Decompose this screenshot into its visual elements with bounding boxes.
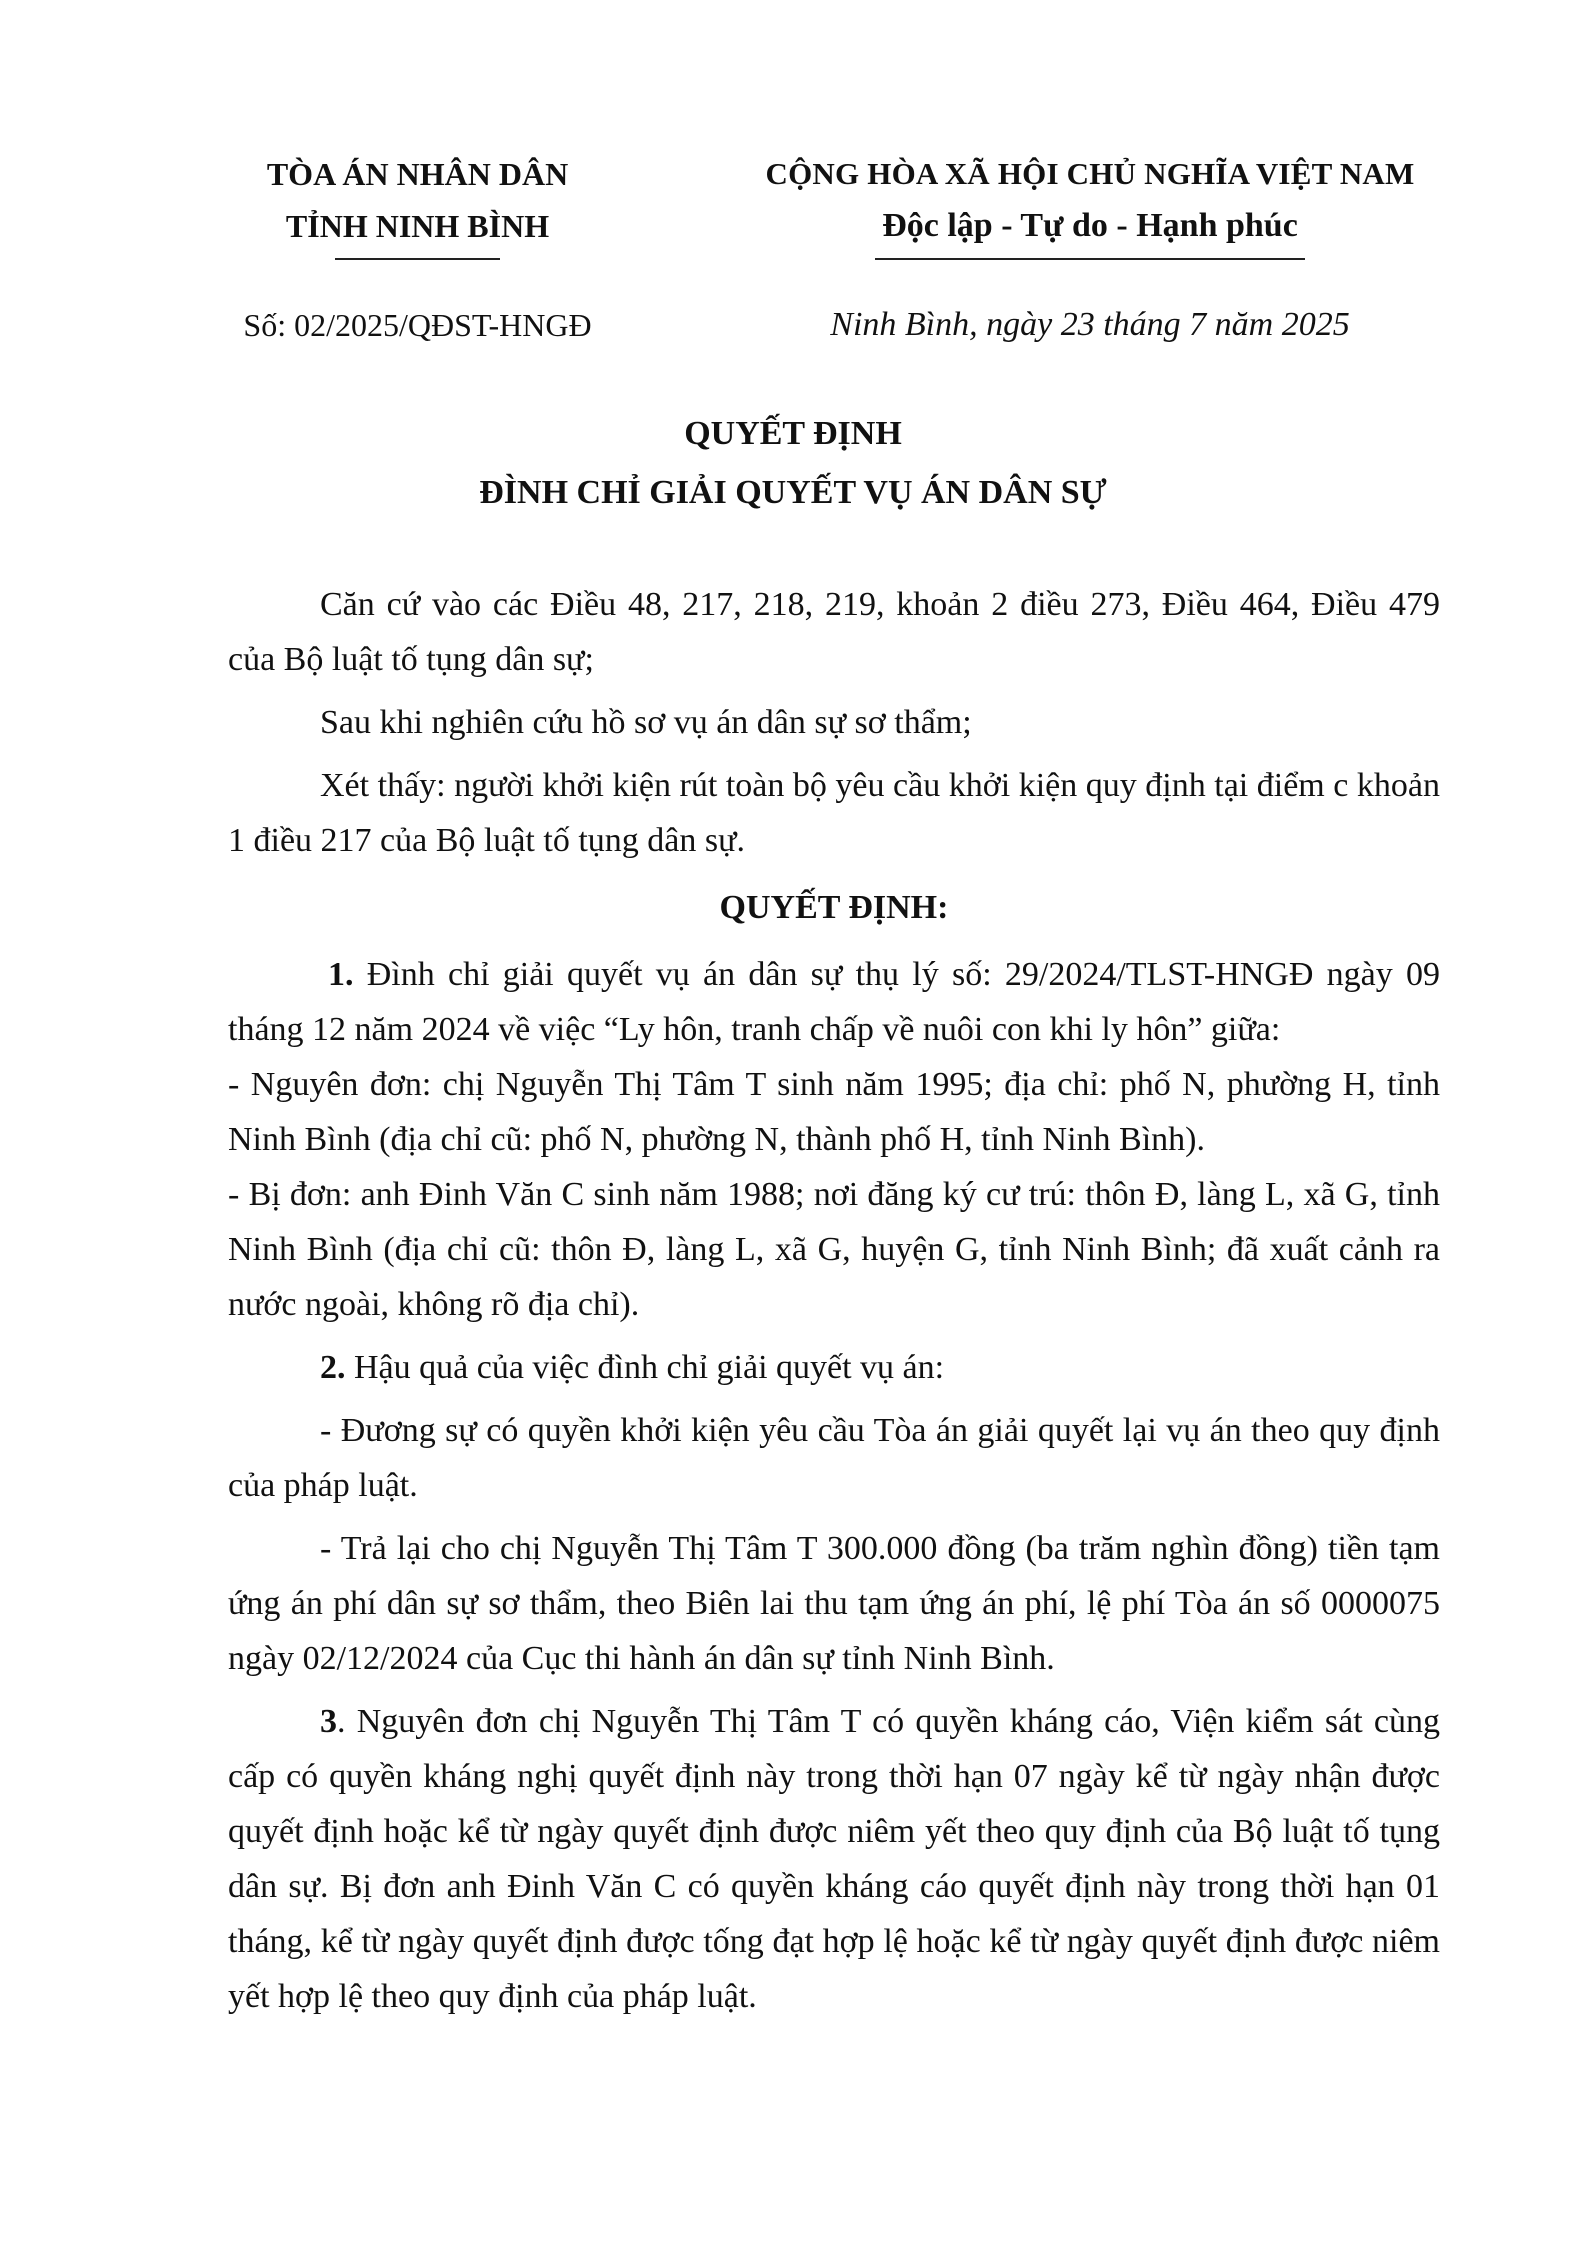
- decision-number: Số: 02/2025/QĐST-HNGĐ: [243, 307, 592, 343]
- item-2-number: 2.: [320, 1349, 346, 1386]
- plaintiff-paragraph: - Nguyên đơn: chị Nguyễn Thị Tâm T sinh năm 1995; địa chỉ: phố N, phường H, tỉnh Ninh Bình (địa chỉ cũ: phố N, phường N, thành phố H, tỉnh Ninh Bình).: [228, 1066, 1440, 1158]
- item-3-text: . Nguyên đơn chị Nguyễn Thị Tâm T có quyền kháng cáo, Viện kiểm sát cùng cấp có quyền kháng nghị quyết định này trong thời hạn 07 ngày kể từ ngày nhận được quyết định hoặc kể từ ngày quyết định được niêm yết theo quy định của Bộ luật tố tụng dân sự. Bị đơn anh Đinh Văn C có quyền kháng cáo quyết định này trong thời hạn 01 tháng, kể từ ngày quyết định được tống đạt hợp lệ hoặc kể từ ngày quyết định được niêm yết hợp lệ theo quy định của pháp luật.: [228, 1703, 1440, 2015]
- national-motto: Độc lập - Tự do - Hạnh phúc: [882, 207, 1298, 244]
- document-body: [228, 577, 1440, 2024]
- basis-paragraph-1: Căn cứ vào các Điều 48, 217, 218, 219, khoản 2 điều 273, Điều 464, Điều 479 của Bộ luật tố tụng dân sự;: [228, 586, 1440, 678]
- item-1-paragraph: [228, 947, 1440, 1057]
- country-name: CỘNG HÒA XÃ HỘI CHỦ NGHĨA VIỆT NAM: [765, 156, 1415, 191]
- item-3-paragraph: [228, 1694, 1440, 2024]
- dateline: Ninh Bình, ngày 23 tháng 7 năm 2025: [830, 306, 1350, 343]
- basis-paragraph-3: Xét thấy: người khởi kiện rút toàn bộ yêu cầu khởi kiện quy định tại điểm c khoản 1 điều 217 của Bộ luật tố tụng dân sự.: [228, 767, 1440, 859]
- document-title: QUYẾT ĐỊNH: [684, 415, 902, 452]
- motto-underline: [875, 258, 1305, 260]
- defendant-paragraph: - Bị đơn: anh Đinh Văn C sinh năm 1988; nơi đăng ký cư trú: thôn Đ, làng L, xã G, tỉnh Ninh Bình (địa chỉ cũ: thôn Đ, làng L, xã G, huyện G, tỉnh Ninh Bình; đã xuất cảnh ra nước ngoài, không rõ địa chỉ).: [228, 1176, 1440, 1323]
- decision-heading: QUYẾT ĐỊNH:: [719, 889, 949, 926]
- court-name-line2: TỈNH NINH BÌNH: [285, 208, 550, 244]
- court-header: [190, 148, 645, 345]
- item-2-text: Hậu quả của việc đình chỉ giải quyết vụ án:: [345, 1349, 945, 1386]
- item-2-paragraph: [228, 1340, 1440, 1395]
- court-underline: [335, 258, 500, 260]
- consequence-point-1: - Đương sự có quyền khởi kiện yêu cầu Tòa án giải quyết lại vụ án theo quy định của pháp luật.: [228, 1412, 1440, 1504]
- national-header: [725, 148, 1455, 345]
- basis-paragraph-2: Sau khi nghiên cứu hồ sơ vụ án dân sự sơ thẩm;: [320, 704, 972, 741]
- item-1-text: Đình chỉ giải quyết vụ án dân sự thụ lý số: 29/2024/TLST-HNGĐ ngày 09 tháng 12 năm 2024 về việc “Ly hôn, tranh chấp về nuôi con khi ly hôn” giữa:: [228, 956, 1440, 1048]
- consequence-point-2: - Trả lại cho chị Nguyễn Thị Tâm T 300.000 đồng (ba trăm nghìn đồng) tiền tạm ứng án phí dân sự sơ thẩm, theo Biên lai thu tạm ứng án phí, lệ phí Tòa án số 0000075 ngày 02/12/2024 của Cục thi hành án dân sự tỉnh Ninh Bình.: [228, 1530, 1440, 1677]
- document-subtitle: ĐÌNH CHỈ GIẢI QUYẾT VỤ ÁN DÂN SỰ: [479, 474, 1107, 511]
- item-1-number: 1.: [328, 956, 354, 993]
- item-3-number: 3: [320, 1703, 337, 1740]
- court-name-line1: TÒA ÁN NHÂN DÂN: [266, 156, 569, 192]
